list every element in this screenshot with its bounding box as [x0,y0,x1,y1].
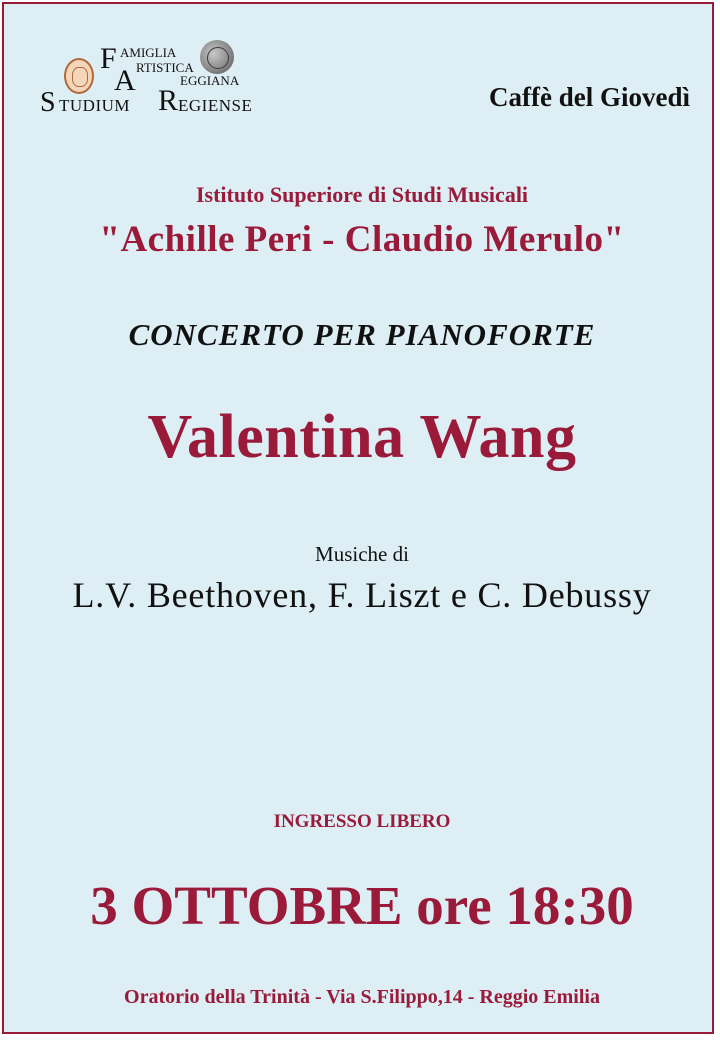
event-datetime: 3 OTTOBRE ore 18:30 [90,875,634,936]
entry-note: INGRESSO LIBERO [273,811,451,832]
performer-name: Valentina Wang [147,403,577,471]
music-label: Musiche di [315,542,409,566]
seal-icon [64,58,94,94]
logo-famiglia-artistica-reggiana [40,40,253,120]
logo-initial-f: F [100,42,117,75]
logo-text-eggiana: EGGIANA [180,73,240,88]
coin-icon [200,40,234,74]
conservatory-name: "Achille Peri - Claudio Merulo" [99,219,625,260]
concert-type: CONCERTO PER PIANOFORTE [128,317,596,352]
series-title: Caffè del Giovedì [489,82,690,112]
logo-text-rtistica: RTISTICA [136,60,194,75]
composers: L.V. Beethoven, F. Liszt e C. Debussy [72,575,652,615]
venue-address: Oratorio della Trinità - Via S.Filippo,14 - Reggio Emilia [124,986,600,1008]
poster [2,2,714,1034]
logo-text-egiense: EGIENSE [178,96,253,115]
logo-text-amiglia: AMIGLIA [120,45,177,60]
logo-text-tudium: TUDIUM [59,96,130,115]
logo-initial-s: S [40,87,56,118]
logo-initial-a: A [114,64,136,97]
logo-initial-r: R [158,84,179,117]
institute-name: Istituto Superiore di Studi Musicali [195,182,529,207]
